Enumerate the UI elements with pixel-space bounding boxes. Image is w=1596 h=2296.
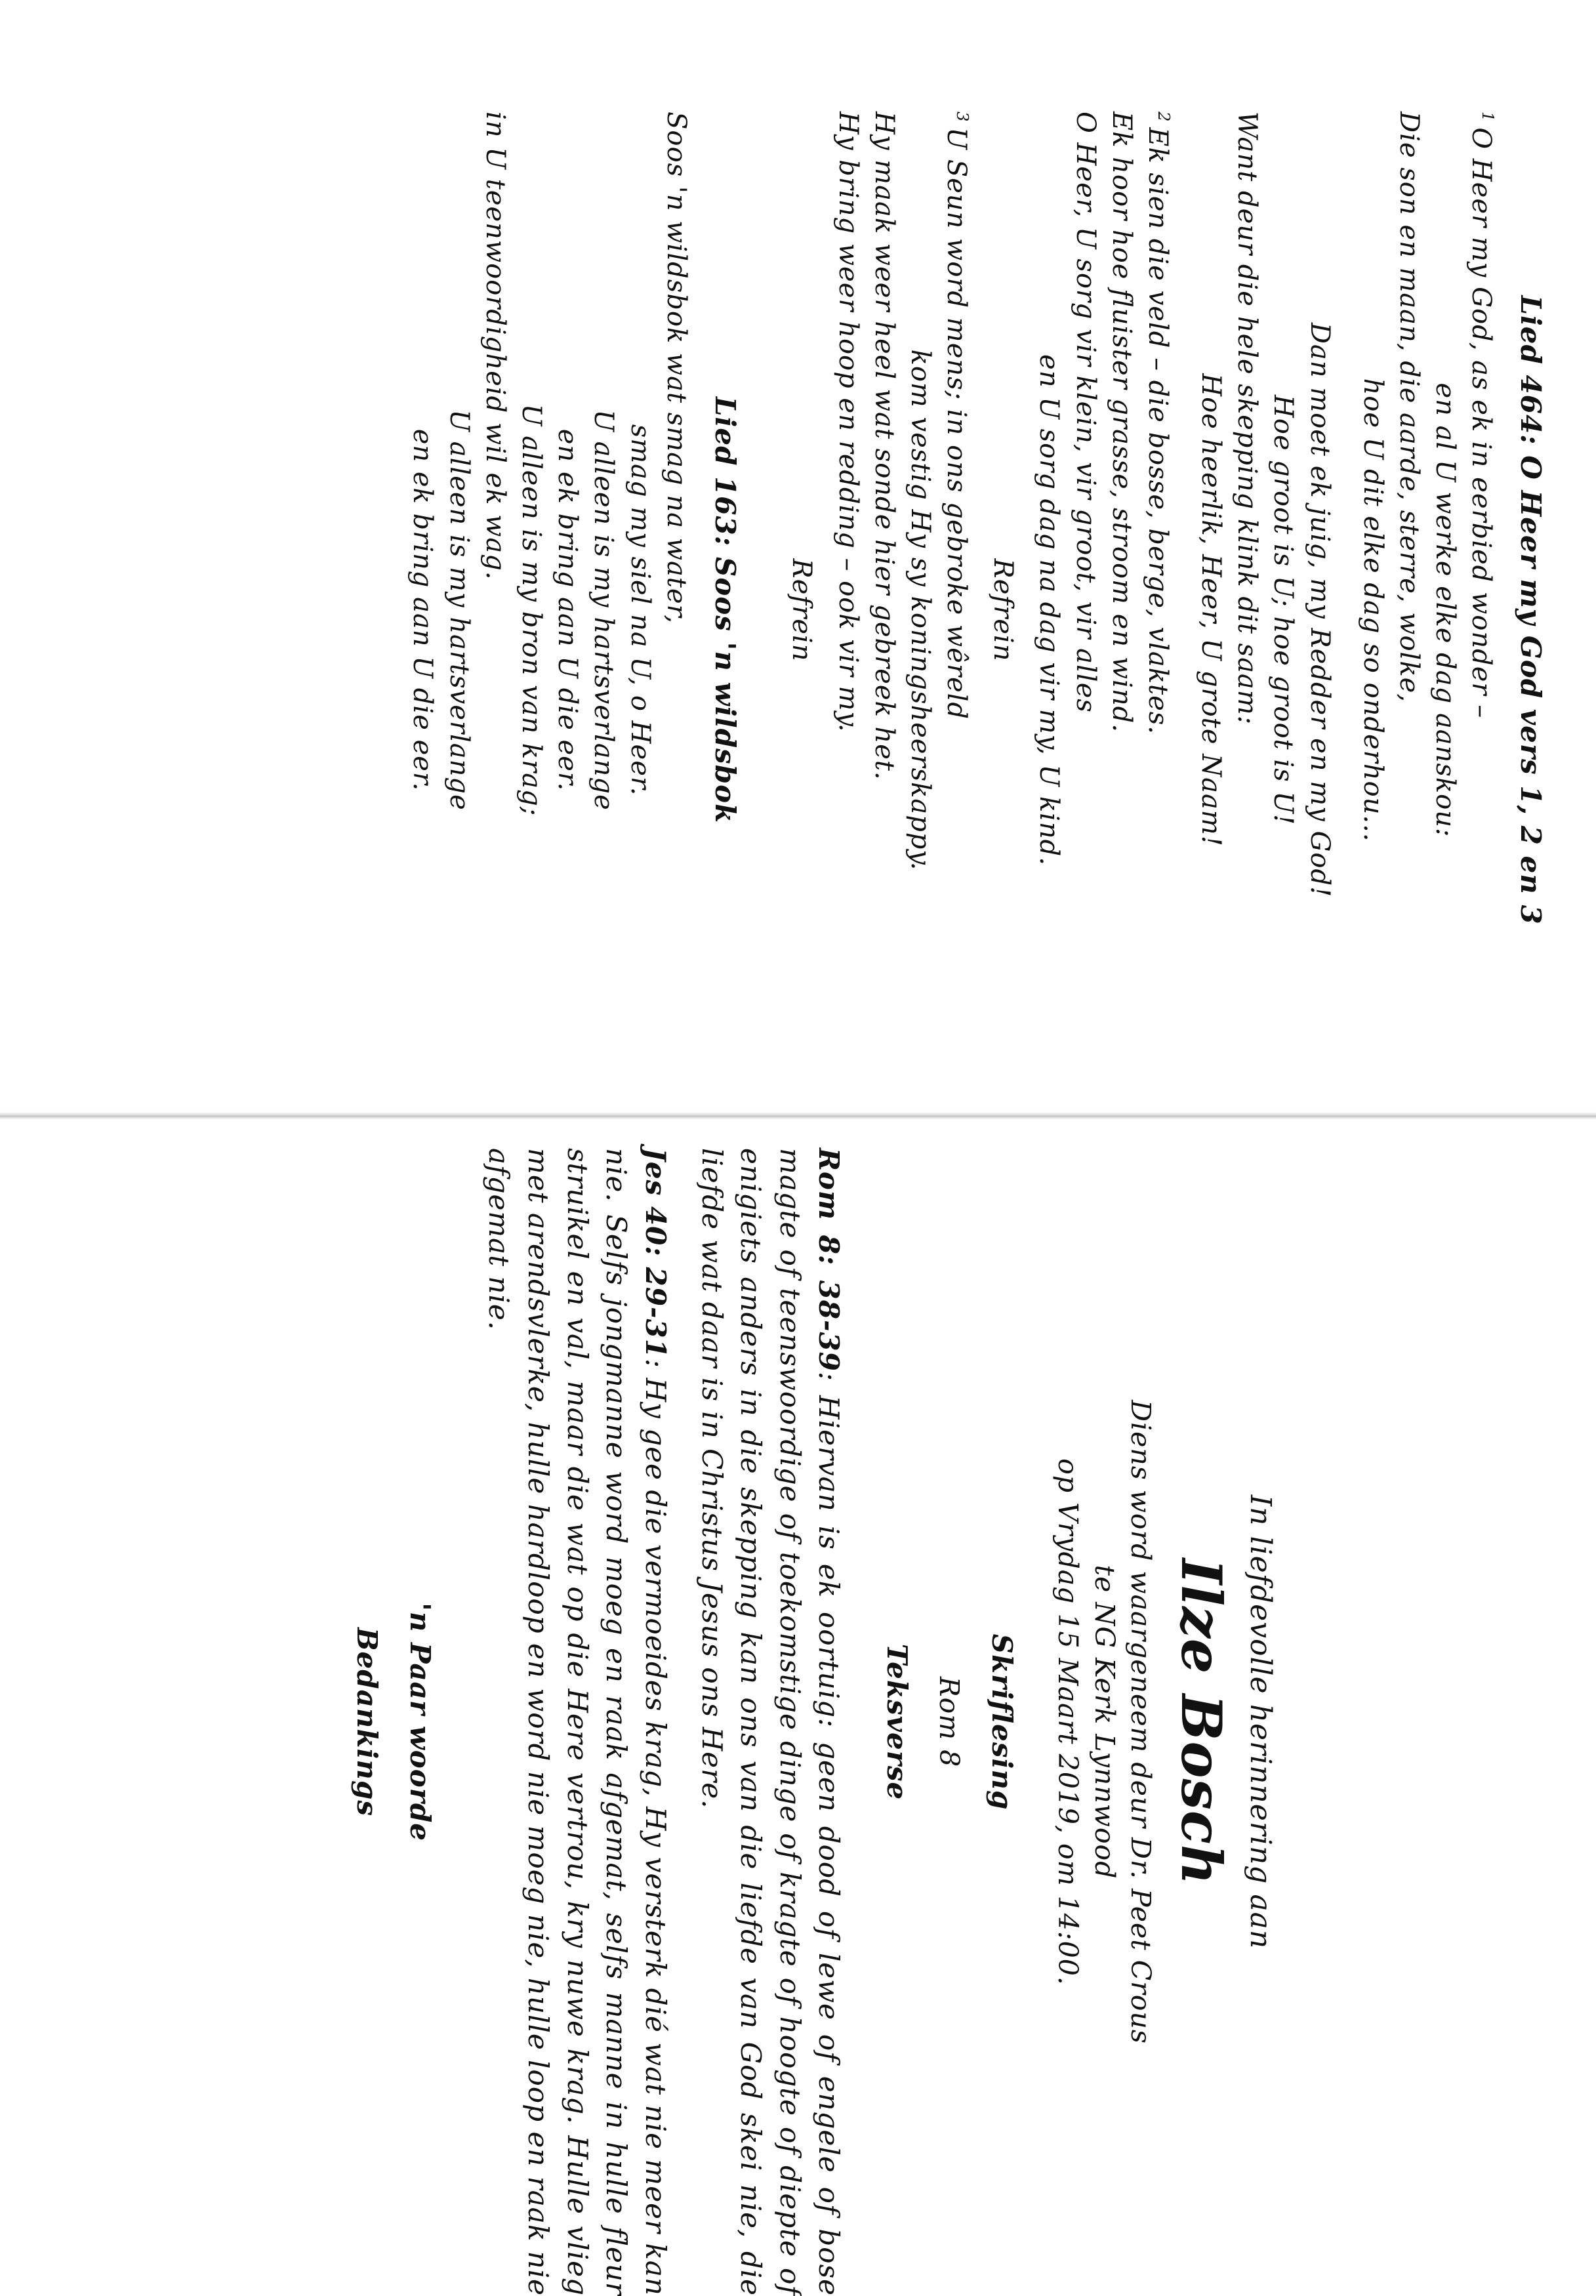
text-passage-romans: [692, 1148, 849, 2296]
stanza-line: kom vestig Hy sy koningsheerskappy.: [905, 349, 935, 871]
stanza-line: hoe U dit elke dag so onderhou...: [1357, 378, 1388, 842]
stanza-line: Hy bring weer hoop en redding – ook vir my.: [832, 112, 863, 733]
thanks-heading: Bedankings: [351, 1628, 384, 1816]
stanza-line: Soos 'n wildsbok wat smag na water,: [661, 112, 691, 624]
chorus-line: Hoe groot is U; hoe groot is U!: [1268, 394, 1299, 826]
stanza-line: in U teenwoordigheid wil ek wag.: [480, 112, 510, 581]
hymn-464-title: Lied 464: O Heer my God vers 1, 2 en 3: [1515, 295, 1547, 925]
stanza-line: Hy maak weer heel wat sonde hier gebreek het.: [869, 112, 899, 781]
stanza-line: en ek bring aan U die eer.: [407, 428, 438, 792]
stanza-line: $^2$Ek sien die veld – die bosse, berge, vlaktes.: [1142, 112, 1174, 735]
stanza-line: U alleen is my bron van krag;: [516, 403, 547, 817]
passage-reference: Rom 8: 38-39: [813, 1148, 846, 1372]
service-line-officiant: Diens word waargeneem deur Dr. Peet Crous: [1125, 1400, 1157, 2044]
chorus-line: Want deur die hele skepping klink dit saam:: [1232, 112, 1263, 726]
stanza-line: $^3$U Seun word mens; in ons gebroke wêreld: [941, 112, 972, 720]
verse-number: 2: [1155, 112, 1174, 123]
stanza-line: en al U werke elke dag aanskou:: [1430, 382, 1461, 838]
hymn-163-stanza: [404, 112, 694, 1109]
texts-heading: Teksverse: [881, 1643, 914, 1801]
hymn-464-stanza-3: [829, 112, 974, 1109]
passage-text: : Hiervan is ek oortuig: geen dood of lewe of engele of bose magte of teenswoordige of toekomstige dinge of kragte of hoogte of diepte of enigiets anders in die skepping kan ons van die liefde van God skei nie, die liefde wat daar is in Christus Jesus ons Here.: [695, 1148, 846, 2296]
hymn-163-title: Lied 163: Soos 'n wildsbok: [709, 396, 742, 824]
reading-reference: Rom 8: [933, 1676, 966, 1768]
reading-heading: Skriflesing: [985, 1633, 1018, 1811]
passage-reference: Jes 40: 29-31: [640, 1148, 672, 1359]
hymns-panel: [407, 112, 1548, 1109]
stanza-line: O Heer, U sorg vir klein, vir groot, vir alles: [1070, 112, 1101, 713]
service-line-venue: te NG Kerk Lynnwood: [1088, 1565, 1120, 1879]
text-passage-isaiah: [480, 1148, 675, 2296]
stanza-line: en ek bring aan U die eer.: [552, 428, 583, 792]
passage-text: : Hy gee die vermoeides krag, Hy versterk dié wat nie meer kan nie. Selfs jongmanne word moeg en raak afgemat, selfs manne in hulle fleur struikel en val, maar die wat op die Here vertrou, kry nuwe krag. Hulle vlieg met arendsvlerke, hulle hardloop en word nie moeg nie, hulle loop en raak nie afgemat nie.: [483, 1148, 672, 2296]
hymn-464-stanza-2: [1031, 112, 1176, 1109]
stanza-line: Ek hoor hoe fluister grasse, stroom en wind.: [1106, 112, 1137, 733]
memorial-intro: In liefdevolle herinnering aan: [1244, 1494, 1277, 1950]
chorus-line: Dan moet ek juig, my Redder en my God!: [1304, 322, 1335, 898]
hymn-464-stanza-1: [1355, 112, 1500, 1109]
hymn-464-chorus: [1193, 112, 1338, 1109]
closing-words-heading: 'n Paar woorde: [403, 1602, 436, 1842]
refrain-label: Refrein: [787, 558, 817, 662]
verse-number: 1: [1478, 112, 1497, 123]
stanza-line: $^1$O Heer my God, as ek in eerbied wonder –: [1466, 112, 1497, 719]
deceased-name: Ilze Bosch: [1168, 1558, 1234, 1886]
stanza-line: U alleen is my hartsverlange: [443, 409, 474, 811]
stanza-line: smag my siel na U, o Heer.: [624, 424, 655, 796]
service-order-panel: [216, 1148, 1279, 2296]
fold-line: [0, 1112, 1596, 1120]
chorus-line: Hoe heerlik, Heer, U grote Naam!: [1196, 373, 1227, 847]
stanza-line: en U sorg dag na dag vir my, U kind.: [1034, 354, 1065, 866]
stanza-line: Die son en maan, die aarde, sterre, wolke,: [1394, 112, 1425, 703]
service-line-date: op Vrydag 15 Maart 2019, om 14:00.: [1052, 1458, 1084, 1986]
verse-number: 3: [953, 112, 972, 123]
stanza-line: U alleen is my hartsverlange: [588, 409, 619, 811]
refrain-label: Refrein: [988, 558, 1019, 662]
